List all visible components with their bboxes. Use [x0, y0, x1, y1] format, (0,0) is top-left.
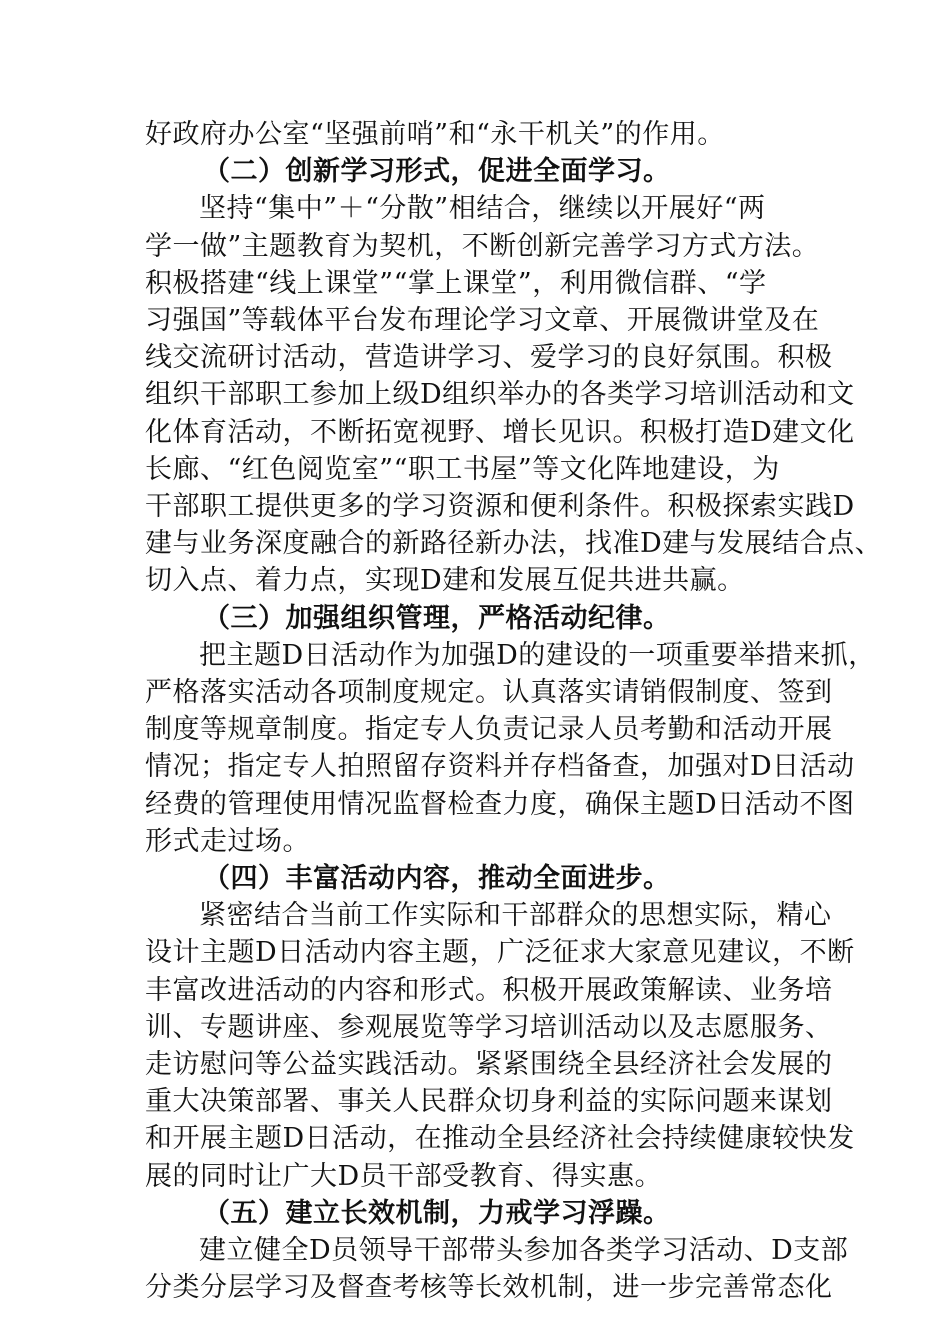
- body-line: 长廊、“红色阅览室”“职工书屋”等文化阵地建设，为: [145, 454, 780, 485]
- section-heading: （二）创新学习形式，促进全面学习。: [203, 156, 671, 187]
- body-line: 重大决策部署、事关人民群众切身利益的实际问题来谋划: [145, 1086, 833, 1117]
- body-line: 切入点、着力点，实现D建和发展互促共进共赢。: [145, 565, 745, 596]
- paragraph-first-line: 紧密结合当前工作实际和干部群众的思想实际，精心: [199, 900, 832, 931]
- body-line: 化体育活动，不断拓宽视野、增长见识。积极打造D建文化: [145, 417, 855, 448]
- body-line: 积极搭建“线上课堂”“掌上课堂”，利用微信群、“学: [145, 268, 767, 299]
- body-line: 建与业务深度融合的新路径新办法，找准D建与发展结合点、: [145, 528, 883, 559]
- body-line: 严格落实活动各项制度规定。认真落实请销假制度、签到: [145, 677, 833, 708]
- body-line: 干部职工提供更多的学习资源和便利条件。积极探索实践D: [145, 491, 855, 522]
- body-line: 制度等规章制度。指定专人负责记录人员考勤和活动开展: [145, 714, 833, 745]
- body-line: 经费的管理使用情况监督检查力度，确保主题D日活动不图: [145, 789, 855, 820]
- paragraph-first-line: 把主题D日活动作为加强D的建设的一项重要举措来抓，: [199, 640, 876, 671]
- body-line: 展的同时让广大D员干部受教育、得实惠。: [145, 1161, 663, 1192]
- body-line: 走访慰问等公益实践活动。紧紧围绕全县经济社会发展的: [145, 1049, 833, 1080]
- body-line: 训、专题讲座、参观展览等学习培训活动以及志愿服务、: [145, 1012, 833, 1043]
- paragraph-first-line: 坚持“集中”＋“分散”相结合，继续以开展好“两: [199, 193, 766, 224]
- section-heading: （五）建立长效机制，力戒学习浮躁。: [203, 1198, 671, 1229]
- body-line: 设计主题D日活动内容主题，广泛征求大家意见建议，不断: [145, 937, 855, 968]
- body-line: 线交流研讨活动，营造讲学习、爱学习的良好氛围。积极: [145, 342, 833, 373]
- body-line: 学一做”主题教育为契机，不断创新完善学习方式方法。: [145, 231, 820, 262]
- body-line: 情况；指定专人拍照留存资料并存档备查，加强对D日活动: [145, 751, 855, 782]
- paragraph-first-line: 建立健全D员领导干部带头参加各类学习活动、D支部: [199, 1235, 849, 1266]
- body-line: 组织干部职工参加上级D组织举办的各类学习培训活动和文: [145, 379, 855, 410]
- body-line: 习强国”等载体平台发布理论学习文章、开展微讲堂及在: [145, 305, 820, 336]
- body-line: 分类分层学习及督查考核等长效机制，进一步完善常态化: [145, 1272, 833, 1303]
- body-line: 和开展主题D日活动，在推动全县经济社会持续健康较快发: [145, 1123, 855, 1154]
- body-line: 丰富改进活动的内容和形式。积极开展政策解读、业务培: [145, 975, 833, 1006]
- section-heading: （四）丰富活动内容，推动全面进步。: [203, 863, 671, 894]
- body-line: 形式走过场。: [145, 826, 310, 857]
- section-heading: （三）加强组织管理，严格活动纪律。: [203, 603, 671, 634]
- body-line: 好政府办公室“坚强前哨”和“永干机关”的作用。: [145, 119, 725, 150]
